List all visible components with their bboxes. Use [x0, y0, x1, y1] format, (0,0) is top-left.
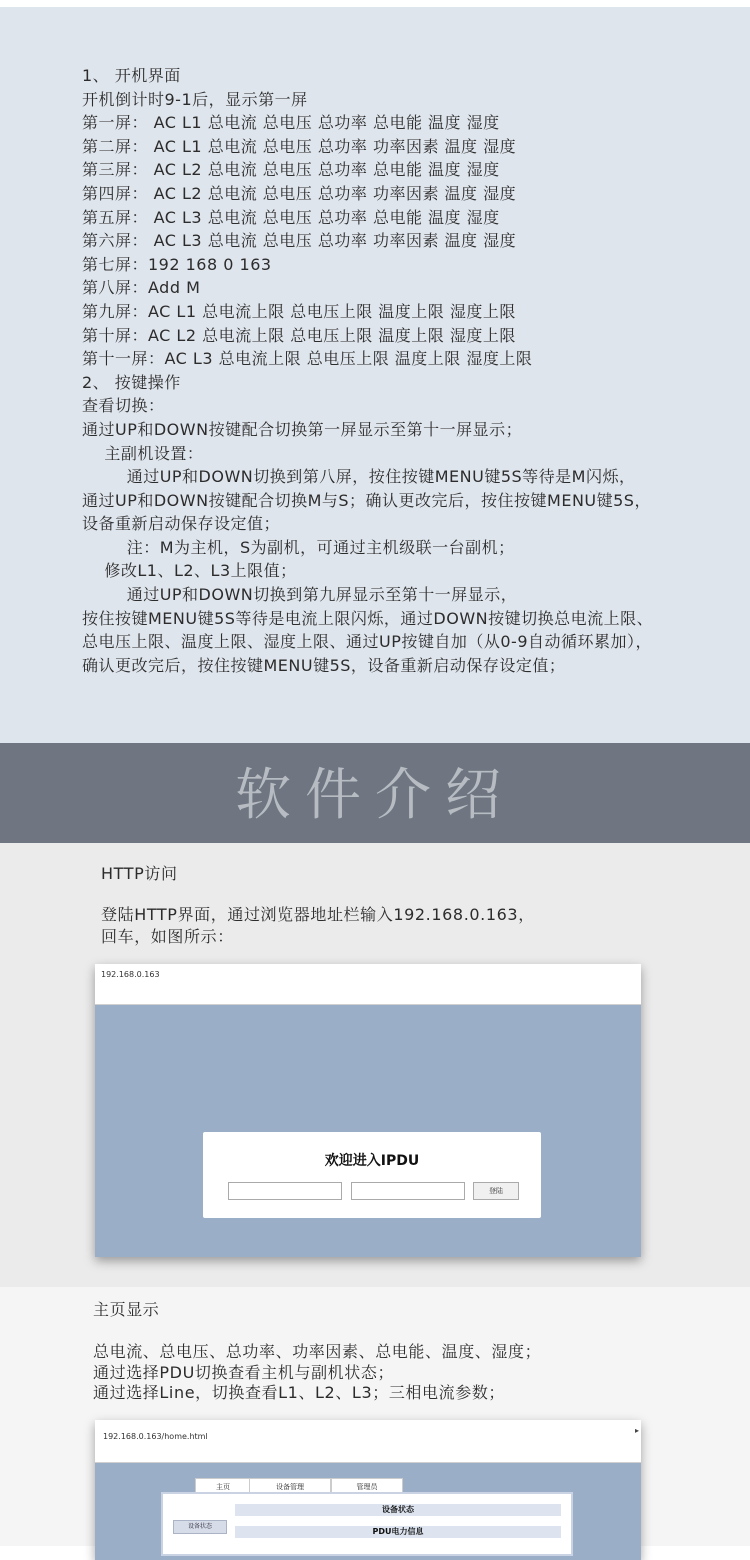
top-strip — [0, 0, 750, 7]
panel-title: 设备状态 — [235, 1504, 561, 1516]
banner-title: 软件介绍 — [235, 763, 515, 828]
http-desc-2: 回车，如图所示： — [101, 927, 234, 946]
manual-line: 修改L1、L2、L3上限值； — [82, 561, 297, 581]
http-desc-1: 登陆HTTP界面，通过浏览器地址栏输入192.168.0.163， — [101, 905, 535, 924]
manual-line: 第十屏：AC L2 总电流上限 总电压上限 温度上限 湿度上限 — [82, 325, 516, 345]
tab-device-management[interactable]: 设备管理 — [249, 1478, 331, 1496]
status-panel — [161, 1492, 573, 1556]
manual-line: 1、 开机界面 — [82, 66, 181, 85]
home-heading: 主页显示 — [93, 1300, 160, 1319]
manual-line: 设备重新启动保存设定值； — [82, 514, 281, 534]
panel-subtitle: PDU电力信息 — [235, 1526, 561, 1538]
manual-line: 第三屏： AC L2 总电流 总电压 总功率 总电能 温度 湿度 — [82, 160, 500, 180]
manual-line: 第六屏： AC L3 总电流 总电压 总功率 功率因素 温度 湿度 — [82, 231, 517, 251]
device-status-button[interactable]: 设备状态 — [173, 1520, 227, 1534]
manual-section — [0, 7, 750, 743]
home-address-bar — [95, 1420, 641, 1463]
address-bar — [95, 964, 641, 1005]
login-title: 欢迎进入IPDU — [324, 1153, 420, 1169]
manual-line: 第二屏： AC L1 总电流 总电压 总功率 功率因素 温度 湿度 — [82, 136, 517, 156]
manual-line: 总电压上限、温度上限、湿度上限、通过UP按键自加（从0-9自动循环累加）， — [82, 632, 652, 652]
home-browser-screenshot — [95, 1420, 641, 1560]
login-browser-screenshot — [95, 964, 641, 1257]
home-desc-1: 总电流、总电压、总功率、功率因素、总电能、温度、湿度； — [93, 1342, 542, 1361]
address-text: 192.168.0.163 — [101, 970, 160, 979]
tab-admin[interactable]: 管理员 — [331, 1478, 403, 1496]
arrow-icon: ▸ — [634, 1426, 639, 1435]
manual-line: 按住按键MENU键5S等待是电流上限闪烁，通过DOWN按键切换总电流上限、 — [82, 608, 654, 628]
http-section — [0, 843, 750, 1287]
home-section — [0, 1287, 750, 1546]
manual-line: 通过UP和DOWN切换到第九屏显示至第十一屏显示， — [82, 585, 518, 605]
manual-line: 注：M为主机，S为副机，可通过主机级联一台副机； — [82, 537, 515, 557]
manual-line: 第四屏： AC L2 总电流 总电压 总功率 功率因素 温度 湿度 — [82, 183, 517, 203]
manual-line: 确认更改完后，按住按键MENU键5S，设备重新启动保存设定值； — [82, 655, 566, 675]
manual-line: 第五屏： AC L3 总电流 总电压 总功率 总电能 温度 湿度 — [82, 207, 500, 227]
username-input[interactable] — [228, 1182, 342, 1200]
manual-line: 开机倒计时9-1后，显示第一屏 — [82, 89, 308, 109]
manual-line: 查看切换： — [82, 396, 165, 416]
tab-home[interactable]: 主页 — [195, 1478, 251, 1496]
manual-text — [82, 64, 742, 677]
manual-line: 通过UP和DOWN按键配合切换第一屏显示至第十一屏显示； — [82, 419, 523, 439]
manual-line: 第一屏： AC L1 总电流 总电压 总功率 总电能 温度 湿度 — [82, 113, 500, 133]
login-button[interactable]: 登陆 — [473, 1182, 519, 1200]
password-input[interactable] — [351, 1182, 465, 1200]
manual-line: 通过UP和DOWN按键配合切换M与S；确认更改完后，按住按键MENU键5S， — [82, 490, 651, 510]
manual-line: 第八屏：Add M — [82, 278, 201, 298]
manual-line: 第七屏：192 168 0 163 — [82, 254, 272, 274]
manual-line: 通过UP和DOWN切换到第八屏，按住按键MENU键5S等待是M闪烁， — [82, 467, 636, 487]
login-box — [203, 1132, 541, 1218]
manual-line: 主副机设置： — [82, 443, 204, 463]
home-address-text: 192.168.0.163/home.html — [103, 1432, 208, 1441]
manual-line: 第十一屏：AC L3 总电流上限 总电压上限 温度上限 湿度上限 — [82, 349, 533, 369]
http-heading: HTTP访问 — [101, 864, 178, 883]
home-desc-2: 通过选择PDU切换查看主机与副机状态； — [93, 1363, 395, 1382]
manual-line: 2、 按键操作 — [82, 372, 181, 392]
manual-line: 第九屏：AC L1 总电流上限 总电压上限 温度上限 湿度上限 — [82, 301, 516, 321]
home-desc-3: 通过选择Line，切换查看L1、L2、L3；三相电流参数； — [93, 1383, 506, 1402]
